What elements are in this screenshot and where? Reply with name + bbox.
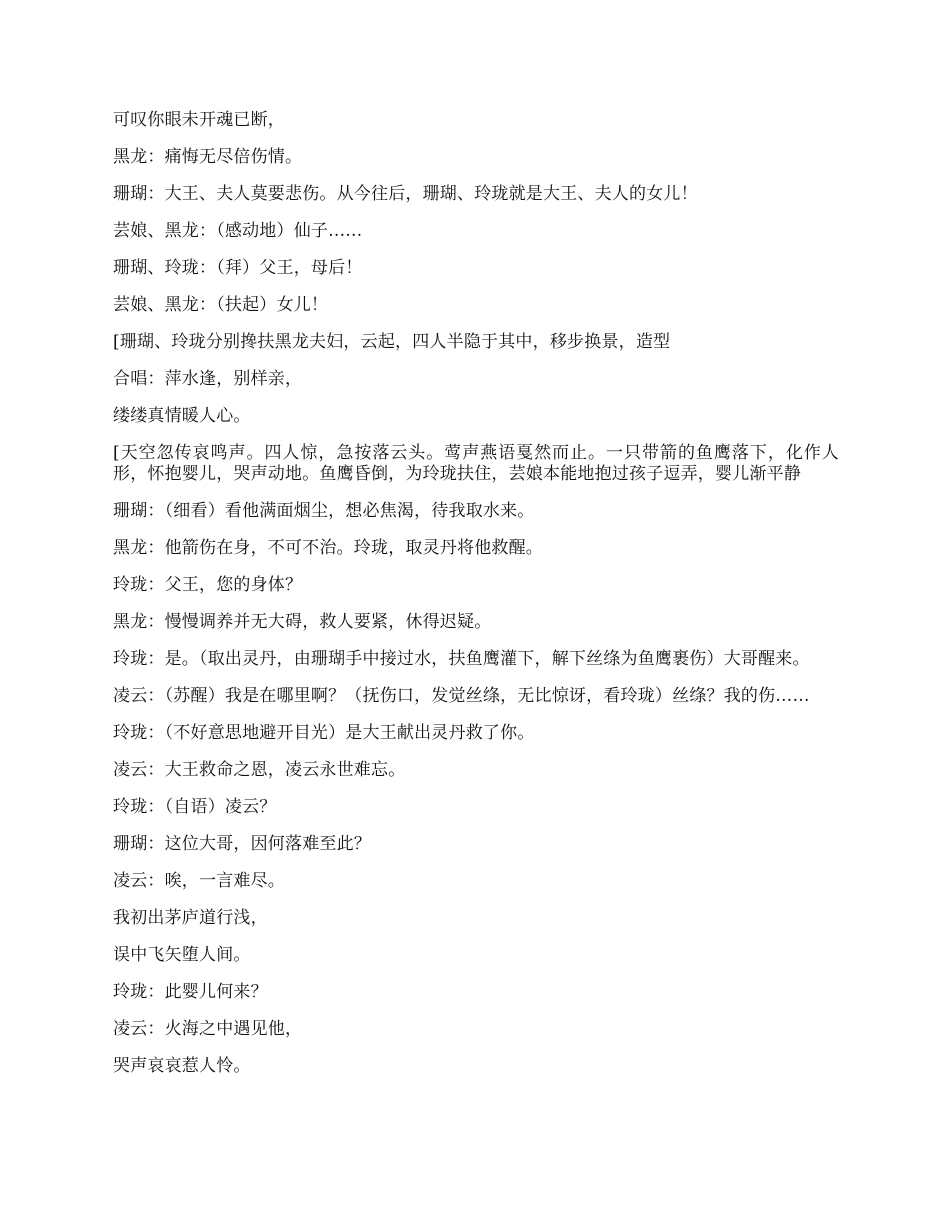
- line-15: 玲珑：是。（取出灵丹，由珊瑚手中接过水，扶鱼鹰灌下，解下丝绦为鱼鹰裹伤）大哥醒来。: [113, 649, 810, 669]
- line-19: 玲珑：（自语）凌云？: [113, 797, 277, 817]
- line-16: 凌云：（苏醒）我是在哪里啊？（抚伤口，发觉丝绦，无比惊讶，看玲珑）丝绦？我的伤……: [113, 686, 810, 706]
- line-18: 凌云：大王救命之恩，凌云永世难忘。: [113, 760, 406, 780]
- line-24: 玲珑：此婴儿何来？: [113, 982, 268, 1002]
- line-17: 玲珑：（不好意思地避开目光）是大王献出灵丹救了你。: [113, 723, 535, 743]
- line-13: 玲珑：父王，您的身体？: [113, 575, 303, 595]
- line-8: 合唱：萍水逢，别样亲，: [113, 369, 303, 389]
- line-20: 珊瑚：这位大哥，因何落难至此？: [113, 834, 371, 854]
- line-2: 黑龙：痛悔无尽倍伤情。: [113, 147, 303, 167]
- line-5: 珊瑚、玲珑：（拜）父王，母后！: [113, 258, 363, 278]
- line-1: 可叹你眼未开魂已断，: [113, 110, 285, 130]
- line-4: 芸娘、黑龙：（感动地）仙子……: [113, 221, 363, 241]
- line-21: 凌云：唉，一言难尽。: [113, 871, 285, 891]
- line-6: 芸娘、黑龙：（扶起）女儿！: [113, 295, 329, 315]
- line-14: 黑龙：慢慢调养并无大碍，救人要紧，休得迟疑。: [113, 612, 492, 632]
- script-text: [113, 110, 839, 1093]
- line-25: 凌云：火海之中遇见他，: [113, 1019, 303, 1039]
- stage-direction-1: [珊瑚、玲珑分别搀扶黑龙夫妇，云起，四人半隐于其中，移步换景，造型: [113, 332, 671, 352]
- line-3: 珊瑚：大王、夫人莫要悲伤。从今往后，珊瑚、玲珑就是大王、夫人的女儿！: [113, 184, 698, 204]
- stage-direction-2: [天空忽传哀鸣声。四人惊，急按落云头。莺声燕语戛然而止。一只带箭的鱼鹰落下，化作人形，怀抱婴儿，哭声动地。鱼鹰昏倒，为玲珑扶住，芸娘本能地抱过孩子逗弄，婴儿渐平静: [113, 443, 839, 484]
- line-22: 我初出茅庐道行浅，: [113, 908, 268, 928]
- line-26: 哭声哀哀惹人怜。: [113, 1056, 251, 1076]
- line-12: 黑龙：他箭伤在身，不可不治。玲珑，取灵丹将他救醒。: [113, 538, 543, 558]
- line-9: 缕缕真情暖人心。: [113, 406, 251, 426]
- line-11: 珊瑚：（细看）看他满面烟尘，想必焦渴，待我取水来。: [113, 501, 535, 521]
- line-23: 误中飞矢堕人间。: [113, 945, 251, 965]
